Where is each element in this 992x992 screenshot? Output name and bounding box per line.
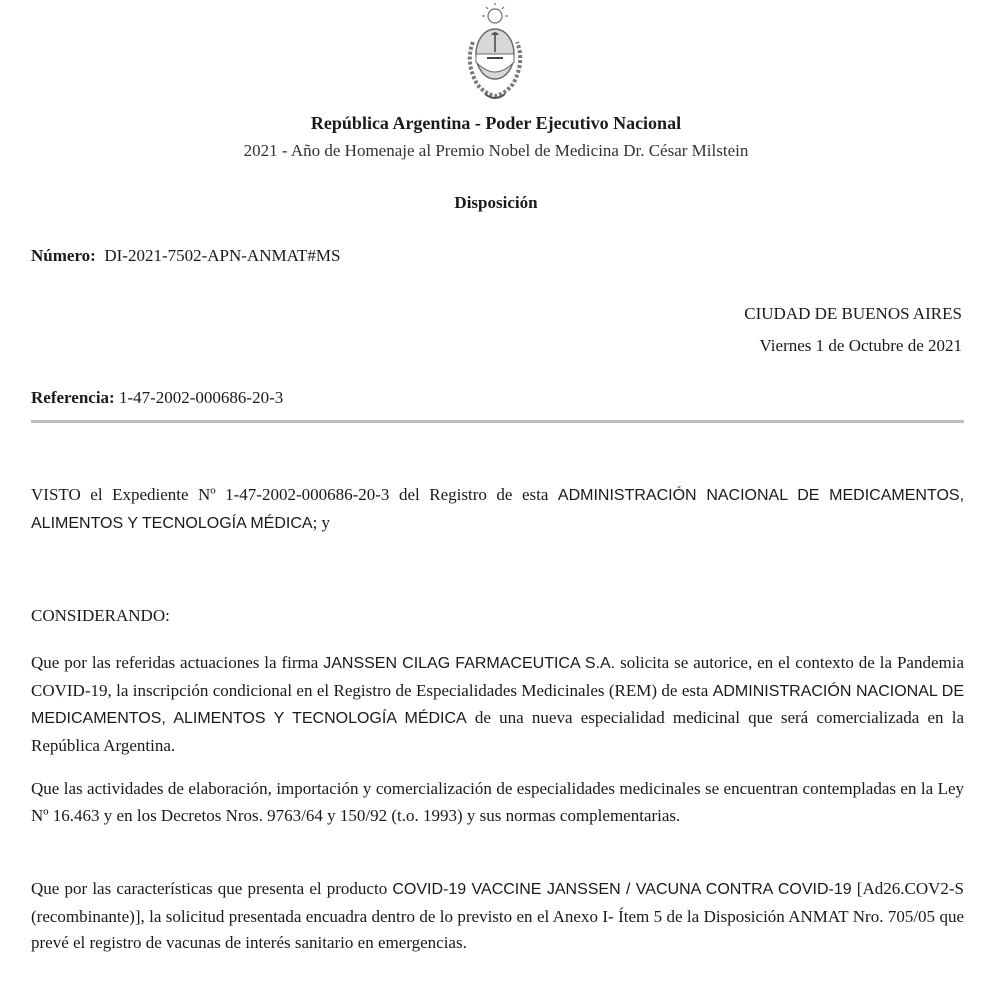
p1-text-c: solicita se autorice, en el contexto de la Pandemia COVID-19, la inscripción condicional en el Registro de Especialidades Medicinales (REM) de esta xyxy=(31,653,964,700)
p3-text-c: [Ad26.COV2-S (recombinante)], la solicitud presentada encuadra dentro de lo previsto en el Anexo I- Ítem 5 de la Disposición ANMAT Nro. 705/05 que prevé el registro de vacunas de interés sanitario en emergencias. xyxy=(31,879,964,952)
date: Viernes 1 de Octubre de 2021 xyxy=(759,336,962,355)
coat-of-arms-icon xyxy=(459,2,531,104)
considerando-heading: CONSIDERANDO: xyxy=(31,606,170,625)
referencia-line xyxy=(31,388,283,408)
visto-agency: ADMINISTRACIÓN NACIONAL DE MEDICAMENTOS, ALIMENTOS Y TECNOLOGÍA MÉDICA xyxy=(31,487,965,532)
p1-text-a: Que por las referidas actuaciones la firma xyxy=(31,653,324,672)
header-title: República Argentina - Poder Ejecutivo Nacional xyxy=(310,113,682,133)
paragraph-2: Que las actividades de elaboración, importación y comercialización de especialidades medicinales se encuentran contempladas en la Ley Nº 16.463 y en los Decretos Nros. 9763/64 y 150/92 (t.o. 1993) y sus normas complementarias. xyxy=(31,779,964,825)
p3-product: COVID-19 VACCINE JANSSEN / VACUNA CONTRA COVID-19 xyxy=(392,881,852,898)
referencia-label: Referencia: xyxy=(31,388,115,407)
city: CIUDAD DE BUENOS AIRES xyxy=(744,304,962,323)
numero-line xyxy=(31,246,340,266)
referencia-value: 1-47-2002-000686-20-3 xyxy=(118,388,284,407)
p1-company: JANSSEN CILAG FARMACEUTICA S.A. xyxy=(323,655,616,672)
numero-label: Número: xyxy=(31,246,96,265)
header-subtitle: 2021 - Año de Homenaje al Premio Nobel de Medicina Dr. César Milstein xyxy=(243,141,749,160)
p1-agency: ADMINISTRACIÓN NACIONAL DE MEDICAMENTOS, ALIMENTOS Y TECNOLOGÍA MÉDICA xyxy=(31,682,964,727)
divider xyxy=(31,420,964,423)
numero-value: DI-2021-7502-APN-ANMAT#MS xyxy=(104,246,341,265)
document-type: Disposición xyxy=(454,193,538,212)
paragraph-1 xyxy=(31,650,964,759)
paragraph-3 xyxy=(31,876,964,957)
p1-text-e: de una nueva especialidad medicinal que será comercializada en la República Argentina. xyxy=(31,708,964,755)
visto-text-a: VISTO el Expediente Nº 1-47-2002-000686-20-3 del Registro de esta xyxy=(31,485,558,504)
visto-text-c: ; y xyxy=(312,512,331,532)
visto-paragraph xyxy=(31,482,964,537)
p3-text-a: Que por las características que presenta el producto xyxy=(31,879,393,898)
